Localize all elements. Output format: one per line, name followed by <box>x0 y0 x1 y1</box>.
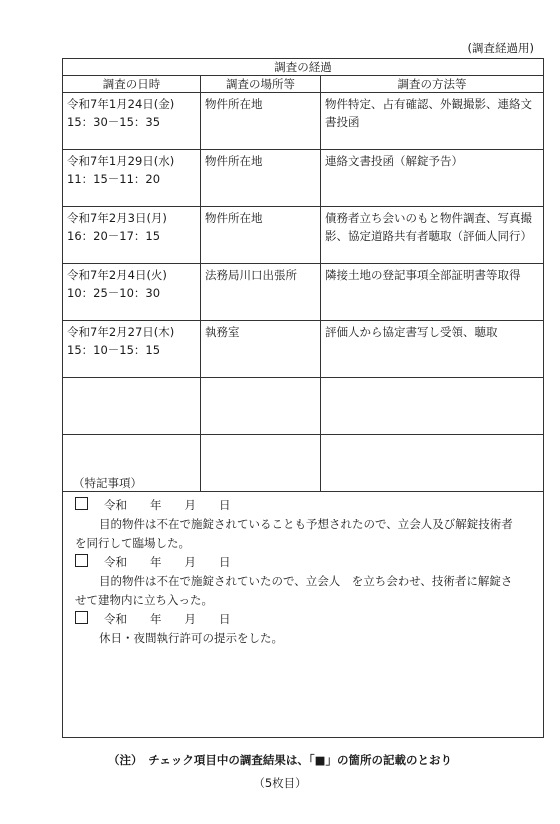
checkbox[interactable] <box>75 611 88 624</box>
cell-place: 物件所在地 <box>201 150 321 207</box>
footer-note: （注） チェック項目中の調査結果は、「■」の箇所の記載のとおり <box>107 753 453 767</box>
notes-title: （特記事項） <box>73 476 142 490</box>
document-type-label: (調査経過用) <box>467 41 534 55</box>
cell-time: 10：25－10：30 <box>67 286 161 300</box>
cell-method <box>321 378 544 435</box>
cell-date: 令和7年2月3日(月) <box>67 211 167 225</box>
header-method: 調査の方法等 <box>321 76 544 93</box>
cell-time: 11：15－11：20 <box>67 172 161 186</box>
header-place: 調査の場所等 <box>201 76 321 93</box>
table-row <box>63 321 544 378</box>
survey-progress-table <box>62 58 544 492</box>
cell-datetime <box>63 264 201 321</box>
cell-datetime <box>63 207 201 264</box>
cell-method: 物件特定、占有確認、外観撮影、連絡文書投函 <box>321 93 544 150</box>
cell-time: 15：30－15：35 <box>67 115 161 129</box>
note-item-2-text1: 目的物件は不在で施錠されていたので、立会人 を立ち会わせ、技術者に解錠さ <box>99 574 513 588</box>
cell-date: 令和7年1月29日(水) <box>67 154 175 168</box>
cell-date: 令和7年2月4日(火) <box>67 268 167 282</box>
note-item-1-text2: を同行して臨場した。 <box>75 536 190 550</box>
cell-place <box>201 378 321 435</box>
cell-place: 執務室 <box>201 321 321 378</box>
note-item-1-text1: 目的物件は不在で施錠されていることも予想されたので、立会人及び解錠技術者 <box>99 517 513 531</box>
table-row <box>63 93 544 150</box>
checkbox[interactable] <box>75 497 88 510</box>
note-date: 令和 年 月 日 <box>104 612 231 626</box>
note-item-3-date <box>75 611 231 627</box>
table-title: 調査の経過 <box>63 59 544 76</box>
table-row-empty <box>63 378 544 435</box>
table-row <box>63 264 544 321</box>
header-datetime: 調査の日時 <box>63 76 201 93</box>
table-row <box>63 207 544 264</box>
cell-date: 令和7年1月24日(金) <box>67 97 175 111</box>
note-item-3-text1: 休日・夜間執行許可の提示をした。 <box>99 631 283 645</box>
cell-time: 16：20－17：15 <box>67 229 161 243</box>
cell-method: 隣接土地の登記事項全部証明書等取得 <box>321 264 544 321</box>
special-notes-box <box>62 473 544 738</box>
note-item-2-date <box>75 554 231 570</box>
page-number: （5枚目） <box>253 776 307 790</box>
cell-method: 債務者立ち会いのもと物件調査、写真撮影、協定道路共有者聴取（評価人同行） <box>321 207 544 264</box>
cell-place: 物件所在地 <box>201 93 321 150</box>
cell-datetime <box>63 378 201 435</box>
cell-place: 法務局川口出張所 <box>201 264 321 321</box>
cell-date: 令和7年2月27日(木) <box>67 325 175 339</box>
cell-datetime <box>63 93 201 150</box>
note-item-2-text2: せて建物内に立ち入った。 <box>75 593 213 607</box>
cell-method: 連絡文書投函（解錠予告） <box>321 150 544 207</box>
note-item-1-date <box>75 497 231 513</box>
cell-datetime <box>63 150 201 207</box>
cell-time: 15：10－15：15 <box>67 343 161 357</box>
cell-place: 物件所在地 <box>201 207 321 264</box>
checkbox[interactable] <box>75 554 88 567</box>
note-date: 令和 年 月 日 <box>104 555 231 569</box>
cell-method: 評価人から協定書写し受領、聴取 <box>321 321 544 378</box>
table-row <box>63 150 544 207</box>
note-date: 令和 年 月 日 <box>104 498 231 512</box>
cell-datetime <box>63 321 201 378</box>
